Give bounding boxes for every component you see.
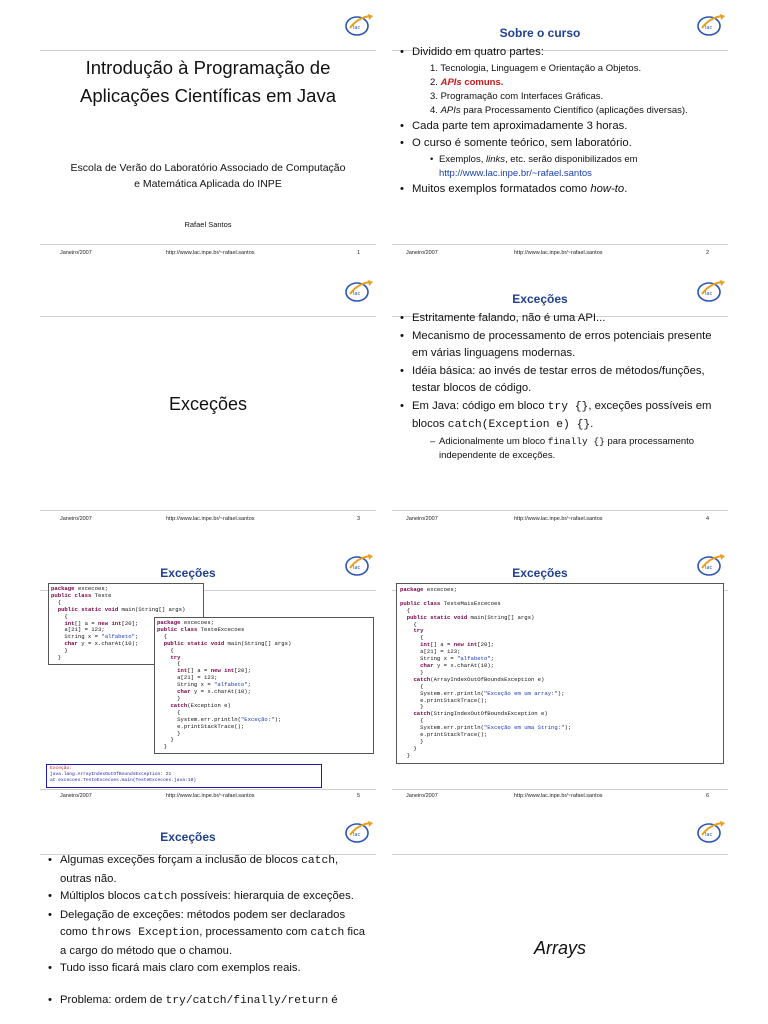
footer-url: http://www.lac.inpe.br/~rafael.santos [166, 250, 255, 256]
slide-number: 2 [706, 250, 710, 256]
list-item: • Idéia básica: ao invés de testar erros de métodos/funções, testar blocos de código. [400, 363, 722, 398]
list-item: • Estritamente falando, não é uma API... [400, 310, 722, 328]
footer-date: Janeiro/2007 [60, 516, 92, 522]
code-line: String x = "alfabeto"; [400, 655, 495, 663]
code-line: e.printStackTrace(); [400, 731, 488, 739]
lac-logo-icon [696, 279, 728, 303]
bullet-list [48, 852, 366, 1010]
bullet-list [400, 44, 724, 198]
code-line: package excecoes; [157, 619, 215, 626]
list-item: 3. Programação com Interfaces Gráficas. [430, 90, 604, 102]
list-item: – Adicionalmente um bloco finally {} para processamento independente de exceções. [430, 435, 722, 463]
list-item: 4. APIs para Processamento Científico (aplicações diversas). [430, 104, 688, 116]
list-item: 1. Tecnologia, Linguagem e Orientação a Objetos. [430, 62, 642, 74]
slide-number: 5 [357, 793, 361, 799]
list-item: • Problema: ordem de try/catch/finally/return é [48, 992, 366, 1011]
footer-date: Janeiro/2007 [60, 793, 92, 799]
author-name: Rafael Santos [184, 220, 232, 229]
code-line: { [51, 612, 68, 620]
slide-6 [392, 550, 728, 786]
slide-3 [40, 276, 376, 516]
code-line: { [400, 682, 424, 690]
code-line: } [157, 729, 181, 737]
code-line: { [157, 646, 174, 654]
footer-url: http://www.lac.inpe.br/~rafael.santos [514, 793, 603, 799]
code-block-teste-mais-excecoes [396, 583, 724, 764]
footer-url: http://www.lac.inpe.br/~rafael.santos [514, 516, 603, 522]
code-line: catch(StringIndexOutOfBoundsException e) [413, 710, 548, 718]
section-title: Arrays [533, 938, 586, 958]
slide-2 [392, 10, 728, 250]
list-item: • Em Java: código em bloco try {}, exceções possíveis em blocos catch(Exception e) {}. – Adicionalmente um bloco finally {} para processamento independente de exceções. [400, 398, 722, 463]
footer-date: Janeiro/2007 [60, 250, 92, 256]
course-link[interactable]: http://www.lac.inpe.br/~rafael.santos [439, 167, 592, 179]
code-line: { [400, 620, 417, 628]
lac-logo-icon [696, 13, 728, 37]
slide-title: Sobre o curso [499, 26, 581, 40]
code-line: { [400, 717, 424, 725]
footer-date: Janeiro/2007 [406, 250, 438, 256]
lac-logo-icon [344, 553, 376, 577]
slide-number: 3 [357, 516, 361, 522]
code-line: public static void main(String[] args) [406, 613, 535, 621]
slide-title: Exceções [160, 830, 216, 844]
code-line: { [400, 606, 411, 614]
lac-logo-icon [344, 820, 376, 844]
code-line: System.err.println("Exceção em um array:"); [400, 689, 565, 697]
code-line: package excecoes; [51, 585, 109, 592]
code-line: int[] a = new int[20]; [177, 667, 252, 675]
code-line: } [400, 703, 424, 711]
list-item: 2. APIs comuns. [430, 76, 504, 88]
footer-date: Janeiro/2007 [406, 516, 438, 522]
code-line: { [400, 634, 424, 642]
list-item: • Muitos exemplos formatados como how-to. [400, 181, 724, 199]
list-item: • Exemplos, links, etc. serão disponibilizados em http://www.lac.inpe.br/~rafael.santos [430, 153, 724, 181]
lac-logo-icon [696, 820, 728, 844]
code-line: try [170, 653, 181, 661]
code-line: a[21] = 123; [157, 674, 218, 682]
code-line: { [157, 660, 181, 668]
list-item: • Algumas exceções forçam a inclusão de blocos catch, outras não. [48, 852, 366, 888]
code-line: { [51, 598, 62, 606]
code-line: try [413, 627, 424, 635]
error-output: Exceção: java.lang.ArrayIndexOutOfBoundsException: 21 at excecoes.TesteExcecoes.main(TesteExcecoes.java:10) [46, 764, 322, 788]
slide-number: 1 [357, 250, 361, 256]
svg-text:lac: lac [705, 291, 713, 297]
footer-url: http://www.lac.inpe.br/~rafael.santos [166, 793, 255, 799]
code-block-teste-excecoes [154, 617, 374, 754]
svg-text:lac: lac [353, 25, 361, 31]
code-line: a[21] = 123; [51, 626, 105, 634]
svg-text:lac: lac [353, 832, 361, 838]
slide-1 [40, 10, 376, 250]
code-line: public static void main(String[] args) [163, 639, 292, 647]
code-line: { [157, 708, 181, 716]
slide-1-subtitle: Escola de Verão do Laboratório Associado de Computação e Matemática Aplicada do INPE [70, 162, 346, 190]
code-line: e.printStackTrace(); [400, 696, 488, 704]
slide-4 [392, 276, 728, 516]
code-line: String x = "alfabeto"; [51, 633, 139, 641]
code-line: a[21] = 123; [400, 648, 461, 656]
list-item: • Dividido em quatro partes: 1. Tecnologia, Linguagem e Orientação a Objetos. 2. APIs comuns. 3. Programação com Interfaces Gráficas. 4. APIs para Processamento Científico (aplicações diversas). [400, 44, 724, 118]
slide-number: 6 [706, 793, 710, 799]
code-line: { [157, 632, 168, 640]
code-line: public class Teste [51, 591, 112, 599]
lac-logo-icon [344, 279, 376, 303]
code-line: e.printStackTrace(); [157, 722, 245, 730]
code-line: catch(ArrayIndexOutOfBoundsException e) [413, 675, 545, 683]
list-item: • Mecanismo de processamento de erros potenciais presente em várias linguagens modernas. [400, 328, 722, 363]
code-line: } [400, 751, 411, 759]
svg-text:lac: lac [705, 25, 713, 31]
code-line: System.err.println("Exceção em uma String:"); [400, 724, 572, 732]
bullet-list [400, 310, 722, 463]
code-line: char y = x.charAt(10); [64, 640, 139, 648]
slide-7 [40, 814, 376, 1024]
code-line: public class TesteMaisExcecoes [400, 599, 501, 607]
code-line: String x = "alfabeto"; [157, 681, 252, 689]
code-line: } [400, 668, 424, 676]
code-line: public static void main(String[] args) [57, 605, 186, 613]
code-line: char y = x.charAt(10); [177, 688, 252, 696]
slide-title: Exceções [512, 292, 568, 306]
code-line: } [51, 654, 62, 662]
slide-title: Exceções [160, 566, 216, 580]
slide-8 [392, 814, 728, 1024]
code-line: int[] a = new int[20]; [420, 641, 495, 649]
svg-text:lac: lac [705, 565, 713, 571]
svg-text:lac: lac [353, 565, 361, 571]
footer-url: http://www.lac.inpe.br/~rafael.santos [514, 250, 603, 256]
code-line: } [51, 647, 68, 655]
slide-title: Exceções [512, 566, 568, 580]
code-line: int[] a = new int[20]; [64, 619, 139, 627]
code-line: char y = x.charAt(10); [420, 661, 495, 669]
code-line: System.err.println("Exceção:"); [157, 715, 282, 723]
code-line: } [157, 694, 181, 702]
code-line: package excecoes; [400, 586, 458, 593]
lac-logo-icon [696, 553, 728, 577]
svg-text:lac: lac [705, 832, 713, 838]
code-line: } [400, 744, 417, 752]
code-line: } [157, 736, 174, 744]
slide-1-title: Introdução à Programação de Aplicações Científicas em Java [79, 57, 337, 106]
svg-text:lac: lac [353, 291, 361, 297]
code-line: } [400, 737, 424, 745]
slide-5 [40, 550, 376, 790]
list-item: • Delegação de exceções: métodos podem ser declarados como throws Exception, processamento com catch fica a cargo do método que o chamou. [48, 907, 366, 961]
code-line: public class TesteExcecoes [157, 625, 245, 633]
list-item: • Tudo isso ficará mais claro com exemplos reais. [48, 960, 366, 978]
section-title: Exceções [168, 394, 248, 414]
list-item: • O curso é somente teórico, sem laboratório. • Exemplos, links, etc. serão disponibilizados em http://www.lac.inpe.br/~rafael.santos [400, 135, 724, 181]
list-item: • Múltiplos blocos catch possíveis: hierarquia de exceções. [48, 888, 366, 907]
footer-date: Janeiro/2007 [406, 793, 438, 799]
code-line: catch(Exception e) [170, 701, 231, 709]
list-item: • Cada parte tem aproximadamente 3 horas. [400, 118, 724, 136]
footer-url: http://www.lac.inpe.br/~rafael.santos [166, 516, 255, 522]
code-line: } [157, 743, 168, 751]
lac-logo-icon [344, 13, 376, 37]
slide-number: 4 [706, 516, 710, 522]
